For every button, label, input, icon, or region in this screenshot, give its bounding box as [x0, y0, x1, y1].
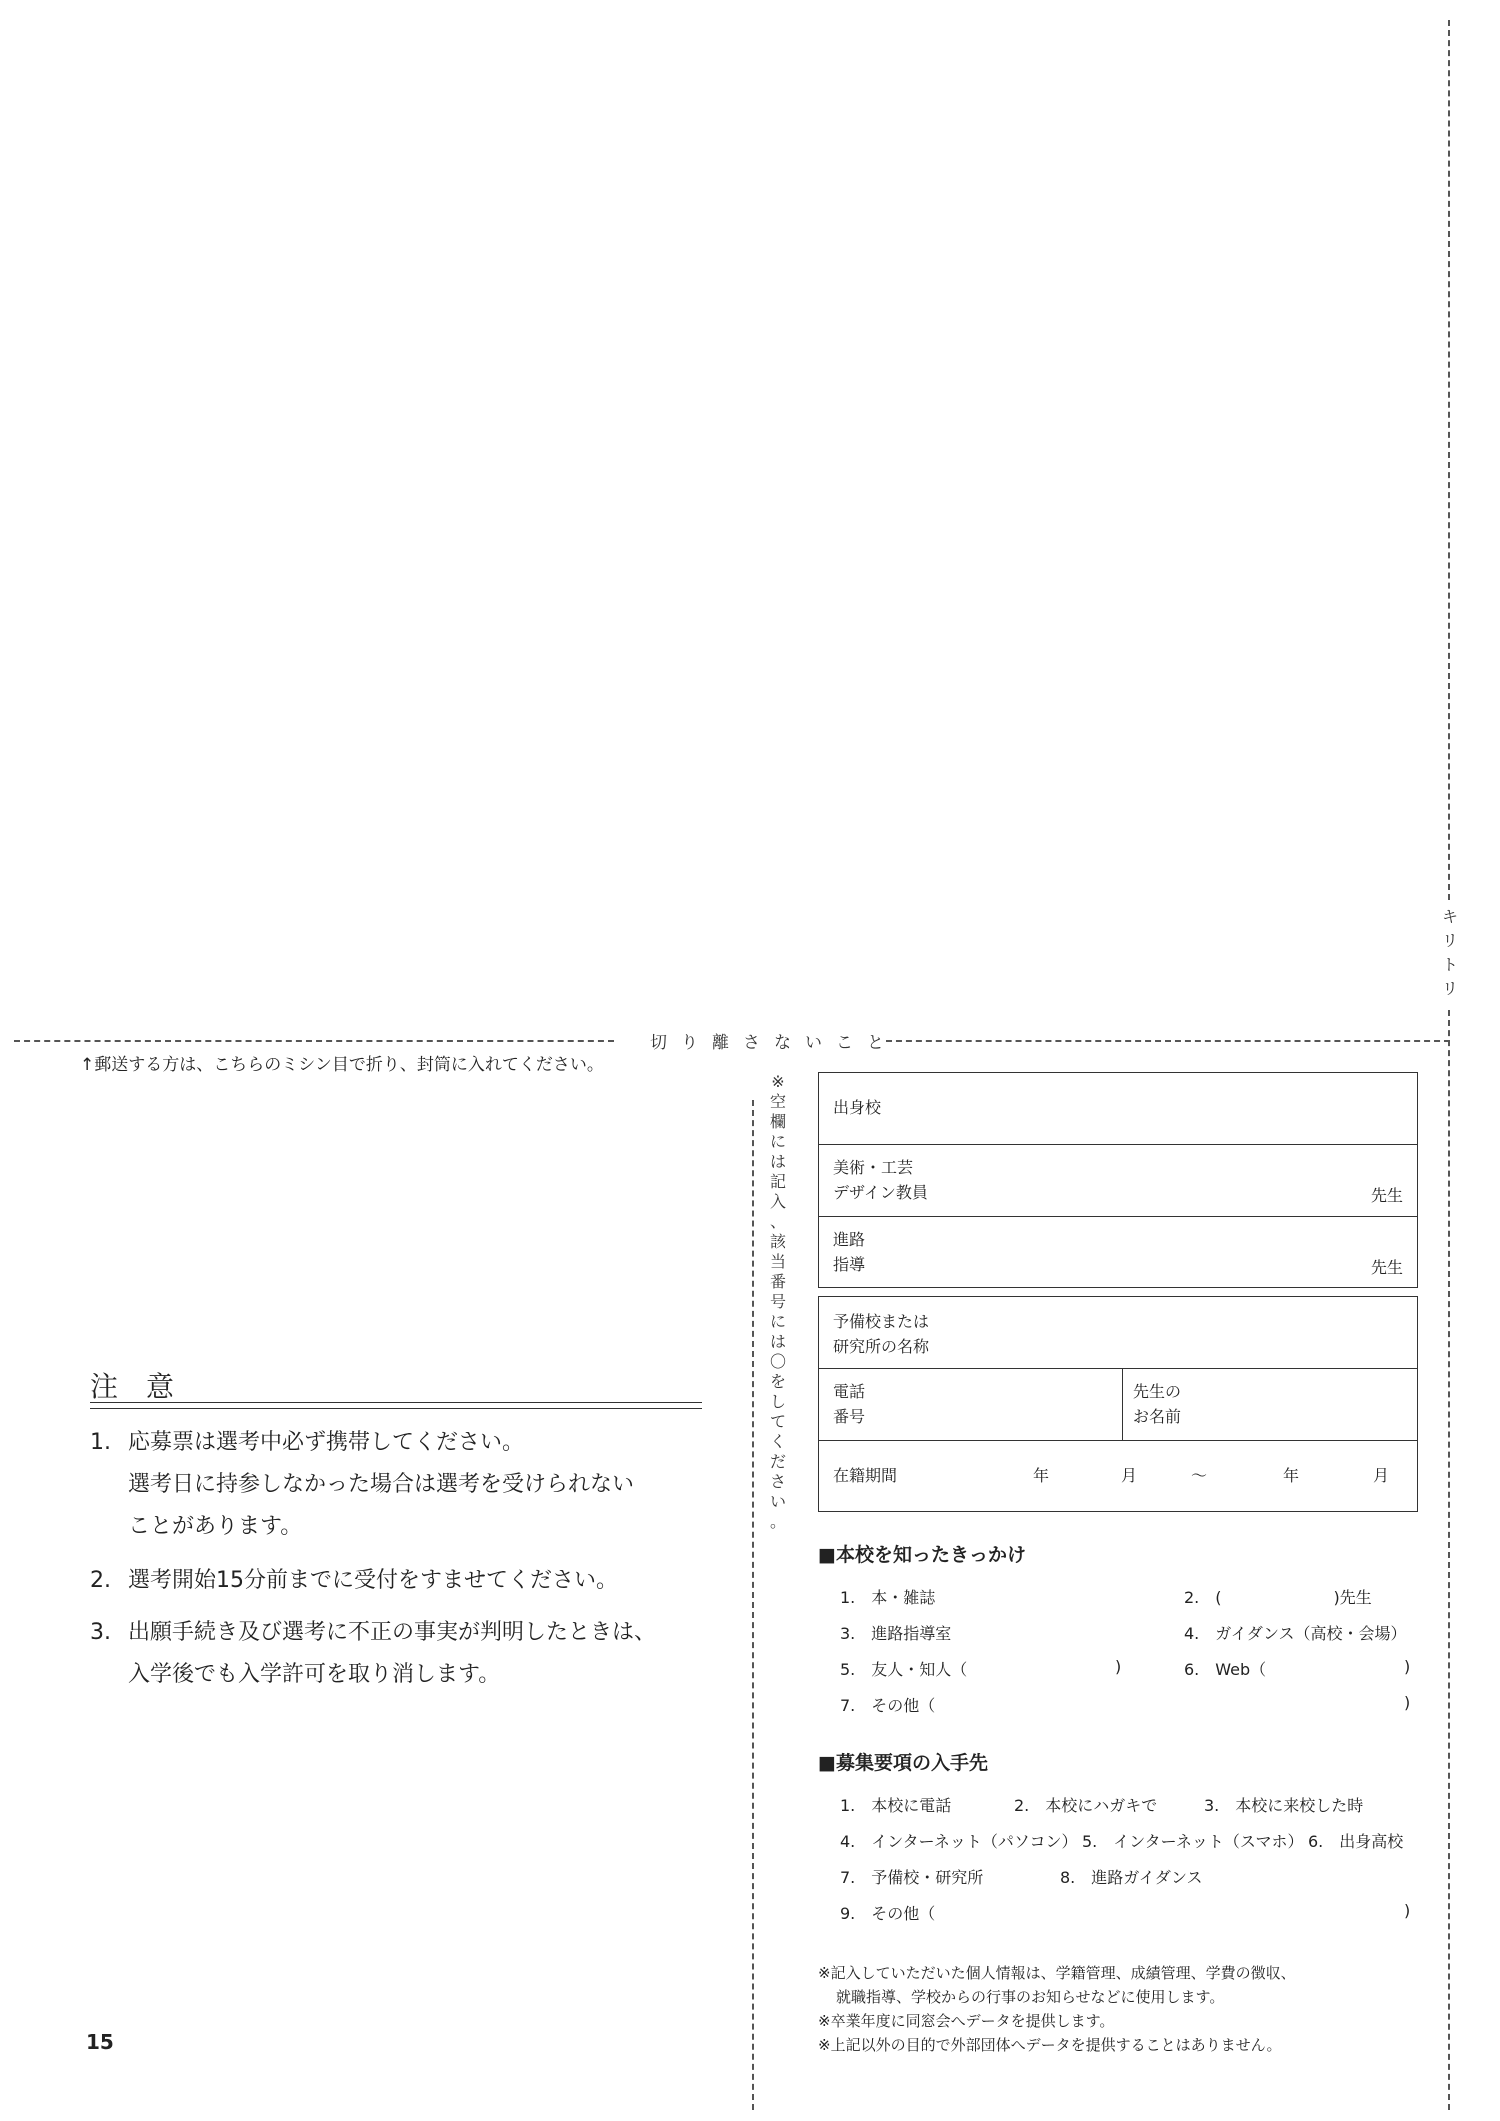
career-label-1: 進路	[833, 1230, 866, 1249]
enrollment-label: 在籍期間	[833, 1466, 898, 1485]
row-divider	[819, 1368, 1417, 1369]
brochure-option-5: 5. インターネット（スマホ）	[1082, 1832, 1304, 1851]
notice-title-rule-2	[90, 1408, 702, 1409]
school-info-box	[818, 1072, 1418, 1288]
notice-item-1-line-1: 応募票は選考中必ず携帯してください。	[128, 1430, 525, 1455]
phone-label-1: 電話	[833, 1382, 866, 1401]
notice-item-1-line-2: 選考日に持参しなかった場合は選考を受けられない	[128, 1472, 635, 1497]
center-fold-line	[752, 1100, 754, 2110]
source-option-6: 6. Web（	[1184, 1660, 1267, 1679]
brochure-option-2: 2. 本校にハガキで	[1014, 1796, 1158, 1815]
notice-item-3-line-2: 入学後でも入学許可を取り消します。	[128, 1662, 501, 1687]
brochure-option-7: 7. 予備校・研究所	[840, 1868, 984, 1887]
career-sensei: 先生	[1370, 1258, 1403, 1277]
brochure-option-8: 8. 進路ガイダンス	[1060, 1868, 1203, 1887]
notice-item-1-num: 1.	[90, 1430, 111, 1455]
prep-label-1: 予備校または	[833, 1312, 930, 1331]
privacy-note-2: 就職指導、学校からの行事のお知らせなどに使用します。	[836, 1988, 1225, 2006]
enrollment-end-month: 月	[1373, 1466, 1390, 1485]
right-cut-line-upper	[1448, 20, 1450, 900]
row-divider	[819, 1144, 1417, 1145]
source-option-4: 4. ガイダンス（高校・会場）	[1184, 1624, 1407, 1643]
school-label: 出身校	[833, 1098, 882, 1117]
source-option-5: 5. 友人・知人（	[840, 1660, 968, 1679]
source-option-7-close: )	[1404, 1693, 1411, 1712]
teacher-name-label-1: 先生の	[1133, 1382, 1182, 1401]
brochure-option-4: 4. インターネット（パソコン）	[840, 1832, 1078, 1851]
fold-line-left	[14, 1040, 614, 1042]
do-not-detach-label: 切 り 離 さ な い こ と	[650, 1033, 884, 1053]
notice-title-rule	[90, 1402, 702, 1403]
notice-title: 注 意	[90, 1370, 175, 1403]
source-option-7: 7. その他（	[840, 1696, 936, 1715]
brochure-heading: ■募集要項の入手先	[818, 1752, 988, 1774]
notice-item-3-line-1: 出願手続き及び選考に不正の事実が判明したときは、	[128, 1620, 657, 1645]
art-teacher-label-2: デザイン教員	[833, 1183, 928, 1202]
art-teacher-sensei: 先生	[1370, 1186, 1403, 1205]
source-option-3: 3. 進路指導室	[840, 1624, 952, 1643]
fold-instruction: ↑郵送する方は、こちらのミシン目で折り、封筒に入れてください。	[80, 1055, 604, 1075]
enrollment-start-year: 年	[1033, 1466, 1050, 1485]
brochure-option-9-close: )	[1404, 1901, 1411, 1920]
source-option-1: 1. 本・雑誌	[840, 1588, 936, 1607]
career-label-2: 指導	[833, 1255, 866, 1274]
notice-item-2-num: 2.	[90, 1568, 111, 1593]
teacher-name-label-2: お名前	[1133, 1407, 1182, 1426]
brochure-option-6: 6. 出身高校	[1308, 1832, 1404, 1851]
notice-item-1-line-3: ことがあります。	[128, 1514, 303, 1539]
source-option-5-close: )	[1115, 1657, 1122, 1676]
enrollment-end-year: 年	[1283, 1466, 1300, 1485]
prep-label-2: 研究所の名称	[833, 1337, 930, 1356]
page-number: 15	[86, 2030, 114, 2054]
brochure-option-3: 3. 本校に来校した時	[1204, 1796, 1364, 1815]
phone-label-2: 番号	[833, 1407, 866, 1426]
source-option-6-close: )	[1404, 1657, 1411, 1676]
notice-item-2-line-1: 選考開始15分前までに受付をすませてください。	[128, 1568, 618, 1593]
row-divider	[819, 1440, 1417, 1441]
brochure-option-1: 1. 本校に電話	[840, 1796, 952, 1815]
source-heading: ■本校を知ったきっかけ	[818, 1544, 1026, 1566]
privacy-note-1: ※記入していただいた個人情報は、学籍管理、成績管理、学費の徴収、	[818, 1964, 1296, 1982]
cell-divider	[1122, 1368, 1123, 1440]
privacy-note-3: ※卒業年度に同窓会へデータを提供します。	[818, 2012, 1115, 2030]
enrollment-tilde: 〜	[1191, 1466, 1208, 1485]
vertical-note: ※ 空 欄 に は 記 入 、 該 当 番 号 に は 〇 を し て く だ さ い 。	[769, 1072, 786, 1531]
brochure-option-9: 9. その他（	[840, 1904, 936, 1923]
source-option-2: 2. ( )先生	[1184, 1588, 1372, 1607]
notice-item-3-num: 3.	[90, 1620, 111, 1645]
row-divider	[819, 1216, 1417, 1217]
art-teacher-label-1: 美術・工芸	[833, 1158, 914, 1177]
cut-label-vertical: キ リ ト リ	[1441, 907, 1458, 998]
enrollment-start-month: 月	[1121, 1466, 1138, 1485]
right-cut-line-lower	[1448, 1010, 1450, 2110]
privacy-note-4: ※上記以外の目的で外部団体へデータを提供することはありません。	[818, 2036, 1282, 2054]
prep-school-box	[818, 1296, 1418, 1512]
fold-line-right	[886, 1040, 1450, 1042]
